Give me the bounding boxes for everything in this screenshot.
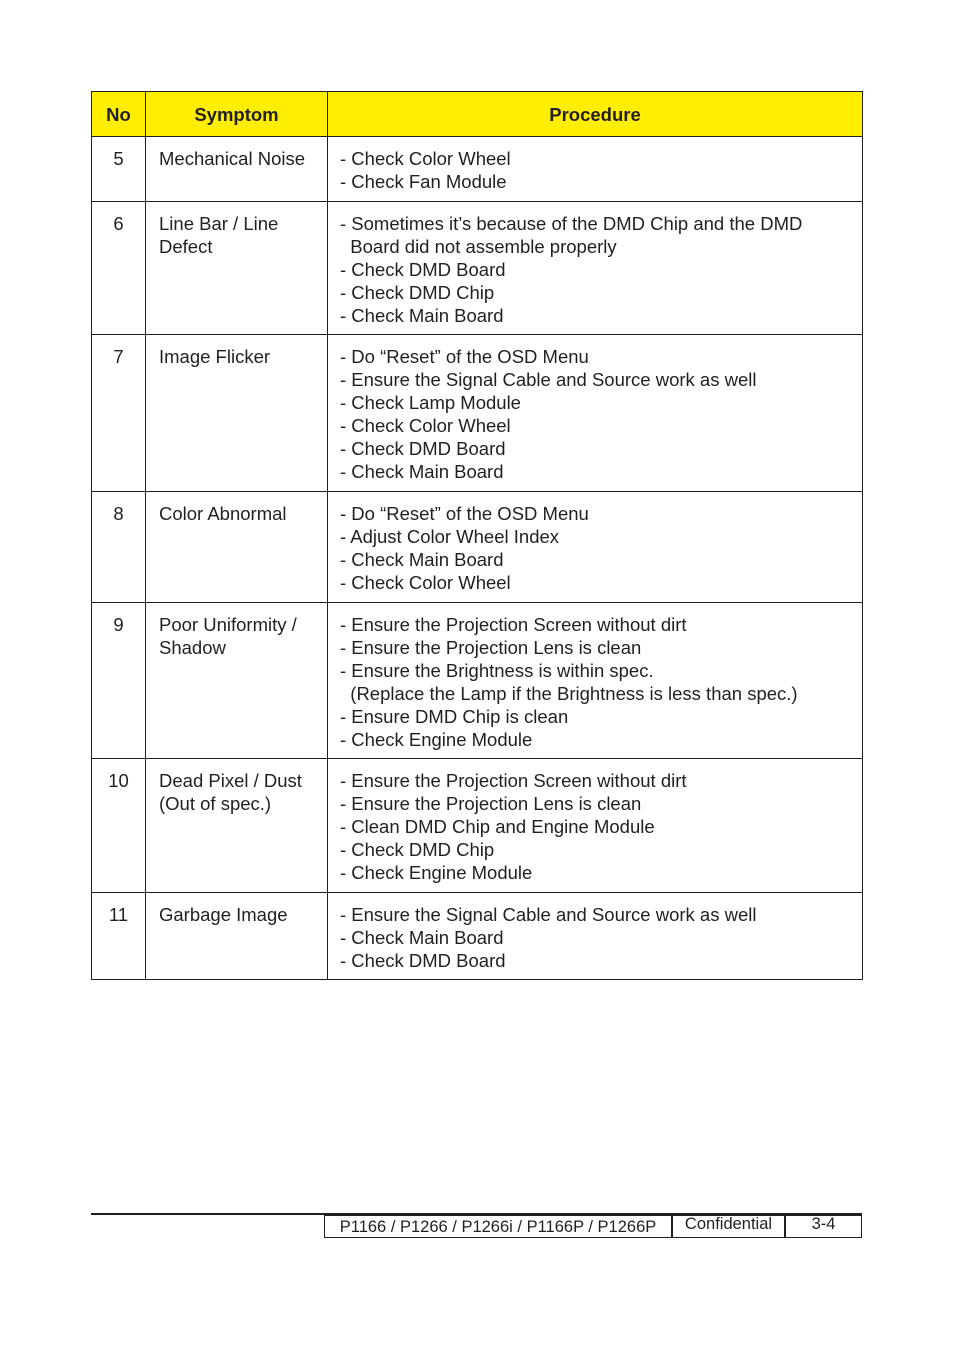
- symptom-line: Garbage Image: [159, 904, 288, 925]
- procedure-step: - Check Main Board: [340, 461, 504, 482]
- row-number: 10: [92, 759, 146, 893]
- row-number: 6: [92, 202, 146, 335]
- table-row: [92, 202, 863, 335]
- procedure-step: - Check DMD Board: [340, 438, 506, 459]
- symptom-cell: [146, 893, 328, 980]
- table-row: [92, 759, 863, 893]
- footer-confidential-label: Confidential: [672, 1215, 785, 1238]
- procedure-step: - Ensure the Signal Cable and Source work as well: [340, 369, 757, 390]
- procedure-step: - Check DMD Chip: [340, 839, 495, 860]
- procedure-cell: [328, 137, 863, 202]
- procedure-step: - Ensure DMD Chip is clean: [340, 706, 569, 727]
- procedure-step: - Check Engine Module: [340, 862, 533, 883]
- procedure-step: - Do “Reset” of the OSD Menu: [340, 503, 589, 524]
- table-row: [92, 603, 863, 759]
- footer-page-number: 3-4: [785, 1215, 862, 1238]
- procedure-step: - Ensure the Signal Cable and Source work as well: [340, 904, 757, 925]
- procedure-step: - Check Fan Module: [340, 171, 507, 192]
- symptom-line: Poor Uniformity /: [159, 614, 297, 635]
- procedure-step: - Check Color Wheel: [340, 415, 511, 436]
- procedure-step: - Ensure the Projection Screen without dirt: [340, 614, 687, 635]
- row-number: 8: [92, 492, 146, 603]
- procedure-cell: [328, 492, 863, 603]
- procedure-step: (Replace the Lamp if the Brightness is less than spec.): [340, 683, 798, 704]
- procedure-cell: [328, 603, 863, 759]
- symptom-cell: [146, 335, 328, 492]
- procedure-step: - Check Lamp Module: [340, 392, 521, 413]
- symptom-cell: [146, 492, 328, 603]
- symptom-line: Mechanical Noise: [159, 148, 306, 169]
- header-procedure: Procedure: [328, 92, 863, 137]
- procedure-step: - Ensure the Projection Lens is clean: [340, 793, 642, 814]
- troubleshooting-table: [91, 91, 863, 980]
- symptom-cell: [146, 759, 328, 893]
- procedure-step: - Check DMD Board: [340, 950, 506, 971]
- procedure-step: - Ensure the Projection Screen without dirt: [340, 770, 687, 791]
- symptom-cell: [146, 603, 328, 759]
- procedure-cell: [328, 759, 863, 893]
- procedure-step: - Check Engine Module: [340, 729, 533, 750]
- procedure-step: - Ensure the Projection Lens is clean: [340, 637, 642, 658]
- table-row: [92, 137, 863, 202]
- procedure-step: Board did not assemble properly: [340, 236, 617, 257]
- procedure-step: - Ensure the Brightness is within spec.: [340, 660, 654, 681]
- symptom-cell: [146, 137, 328, 202]
- symptom-line: Dead Pixel / Dust: [159, 770, 302, 791]
- table-row: [92, 893, 863, 980]
- header-no: No: [92, 92, 146, 137]
- row-number: 9: [92, 603, 146, 759]
- procedure-step: - Sometimes it’s because of the DMD Chip and the DMD: [340, 213, 803, 234]
- table-header-row: [92, 92, 863, 137]
- procedure-step: - Check Color Wheel: [340, 572, 511, 593]
- procedure-step: - Do “Reset” of the OSD Menu: [340, 346, 589, 367]
- procedure-cell: [328, 893, 863, 980]
- row-number: 5: [92, 137, 146, 202]
- procedure-step: - Check Main Board: [340, 305, 504, 326]
- symptom-line: Defect: [159, 236, 213, 257]
- table-row: [92, 335, 863, 492]
- procedure-cell: [328, 202, 863, 335]
- row-number: 7: [92, 335, 146, 492]
- procedure-step: - Adjust Color Wheel Index: [340, 526, 560, 547]
- symptom-line: (Out of spec.): [159, 793, 272, 814]
- symptom-line: Image Flicker: [159, 346, 271, 367]
- table-row: [92, 492, 863, 603]
- header-symptom: Symptom: [146, 92, 328, 137]
- procedure-step: - Check Main Board: [340, 549, 504, 570]
- symptom-line: Shadow: [159, 637, 226, 658]
- procedure-cell: [328, 335, 863, 492]
- procedure-step: - Check DMD Chip: [340, 282, 495, 303]
- procedure-step: - Check Color Wheel: [340, 148, 511, 169]
- symptom-cell: [146, 202, 328, 335]
- procedure-step: - Clean DMD Chip and Engine Module: [340, 816, 655, 837]
- procedure-step: - Check Main Board: [340, 927, 504, 948]
- footer-model-list: P1166 / P1266 / P1266i / P1166P / P1266P: [324, 1215, 672, 1238]
- row-number: 11: [92, 893, 146, 980]
- procedure-step: - Check DMD Board: [340, 259, 506, 280]
- symptom-line: Color Abnormal: [159, 503, 287, 524]
- symptom-line: Line Bar / Line: [159, 213, 279, 234]
